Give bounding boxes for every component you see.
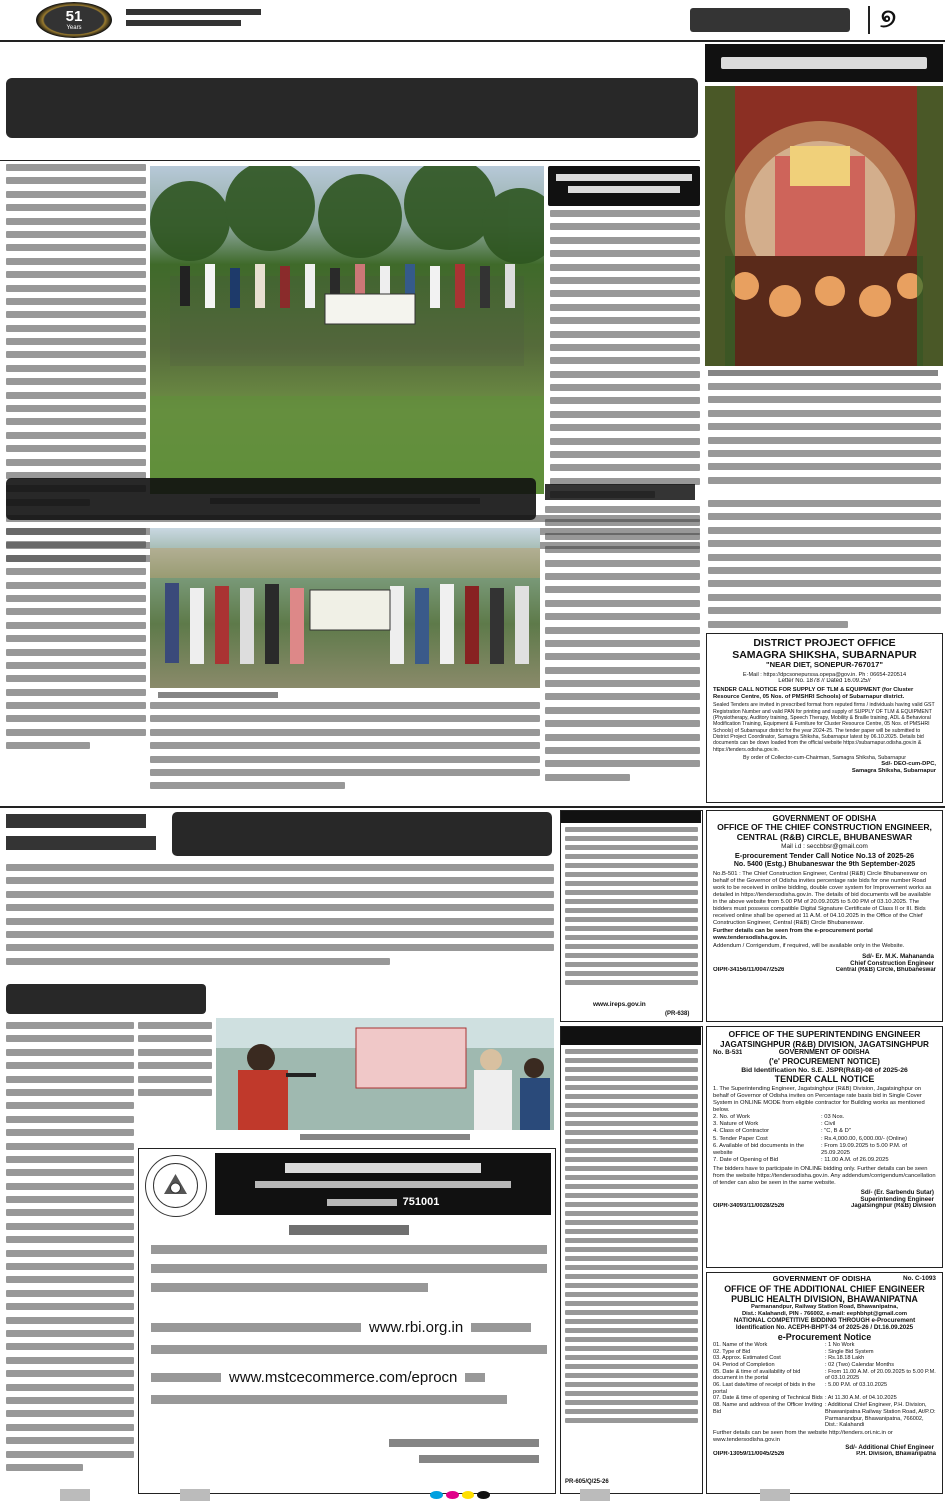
- ad-detail-value: : "C, B & D": [821, 1128, 851, 1135]
- rbi-pincode: 751001: [402, 1196, 440, 1208]
- mstc-portal-link[interactable]: www.mstcecommerce.com/eprocn: [229, 1369, 458, 1386]
- rbi-signatory-placeholder: [389, 1439, 539, 1463]
- ad-address: Dist.: Kalahandi, PIN - 766002, e-mail: eephbhpt@gmail.com: [741, 1310, 908, 1317]
- ad-sign: Superintending Engineer: [860, 1195, 934, 1203]
- ad-ncb: NATIONAL COMPETITIVE BIDDING THROUGH e-Procurement: [733, 1317, 916, 1325]
- registration-marks: [430, 1491, 490, 1499]
- ad-sign: Samagra Shiksha, Subarnapur: [851, 767, 936, 774]
- headline-1-rule: [0, 160, 700, 161]
- ad-title: DISTRICT PROJECT OFFICE: [753, 637, 896, 649]
- stage-speech-scene: [216, 1018, 554, 1130]
- ad-detail-key: 4. Class of Contractor: [713, 1128, 770, 1135]
- headline-1-placeholder: [6, 78, 698, 138]
- story-1-text-right: [550, 210, 700, 510]
- registration-bar: [760, 1489, 790, 1501]
- ad-detail-key: 2. No. of Work: [713, 1113, 750, 1120]
- rbi-seal: [145, 1155, 207, 1217]
- railway-2-text: [565, 1049, 698, 1469]
- ad-number: No. B-531: [713, 1049, 743, 1057]
- ad-detail-row: [713, 1114, 936, 1121]
- ad-detail-key: 03. Approx. Estimated Cost: [713, 1355, 781, 1362]
- ad-detail-row: [713, 1382, 936, 1395]
- ad-oipr: OIPR-13059/11/0045/2526: [713, 1451, 785, 1458]
- ad-addendum: Addendum / Corrigendum, if required, will be available only in the Website.: [713, 943, 905, 950]
- rbi-website-link[interactable]: www.rbi.org.in: [369, 1319, 464, 1336]
- shrine-caption-placeholder: [708, 370, 938, 376]
- vishwakarma-puja-scene: [705, 86, 943, 366]
- ad-sign: P.H. Division, Bhawanipatna: [856, 1451, 936, 1458]
- ad-title: JAGATSINGHPUR (R&B) DIVISION, JAGATSINGHPUR: [720, 1039, 929, 1049]
- ad-notice: E-procurement Tender Call Notice No.13 of 2025-26: [734, 852, 915, 861]
- railway-header-placeholder: [561, 811, 701, 823]
- ad-number: No. C-1093: [902, 1275, 936, 1282]
- rbi-url-line: [151, 1319, 547, 1336]
- ad-further: Further details can be seen from the e-procurement portal www.tendersodisha.gov.in.: [713, 928, 873, 942]
- ad-detail-key: 7. Date of Opening of Bid: [713, 1157, 779, 1164]
- ad-detail-row: [713, 1342, 936, 1349]
- rbi-tender-ad: [138, 1148, 556, 1494]
- ad-detail-row: [713, 1128, 936, 1135]
- ad-detail-row: [713, 1369, 936, 1382]
- ad-detail-key: 01. Name of the Work: [713, 1341, 768, 1348]
- shrine-headline-band: [705, 44, 943, 82]
- ad-mail: Mail i.d : seccbbsr@gmail.com: [781, 842, 868, 850]
- ad-title: OFFICE OF THE ADDITIONAL CHIEF ENGINEER: [724, 1283, 925, 1294]
- ad-detail-key: 04. Period of Completion: [713, 1361, 775, 1368]
- pm-sub-headline-placeholder: [545, 484, 695, 500]
- saraswata-headline-placeholder: [6, 984, 206, 1014]
- ad-tender-heading: TENDER CALL NOTICE: [774, 1074, 875, 1085]
- ad-detail-table: [707, 1342, 942, 1429]
- page-number: ୭: [880, 4, 896, 34]
- rbi-url-line-2: [151, 1369, 547, 1386]
- sonepur-tender-ad: [706, 633, 943, 803]
- story-2-text-left: [6, 528, 146, 768]
- railway-2-footer: PR-605/Q/25-26: [565, 1479, 609, 1485]
- superintending-engineer-tender-ad: [706, 1026, 943, 1268]
- ad-procurement: ('e' PROCUREMENT NOTICE): [769, 1057, 880, 1067]
- rbi-tender-title-placeholder: [289, 1225, 409, 1235]
- ad-detail-value: : 11.00 A.M. of 26.09.2025: [821, 1157, 889, 1164]
- ad-title: OFFICE OF THE SUPERINTENDING ENGINEER: [728, 1030, 921, 1039]
- ad-detail-value: : Rs.18.18 Lakh: [825, 1355, 865, 1362]
- ad-detail-key: 07. Date & time of opening of Technical Bids: [713, 1395, 823, 1402]
- ad-title: SAMAGRA SHIKSHA, SUBARNAPUR: [732, 649, 917, 662]
- story-2-text-bottom: [150, 702, 540, 797]
- ad-detail-row: [713, 1362, 936, 1369]
- history-kicker-placeholder: [6, 814, 156, 852]
- ad-detail-key: 5. Tender Paper Cost: [713, 1135, 768, 1142]
- registration-bar: [60, 1489, 90, 1501]
- ad-letter: Letter No. 1878 // Dated 16.09.25//: [778, 678, 871, 685]
- ad-detail-row: [713, 1355, 936, 1362]
- shrine-story-text-2: [708, 500, 941, 630]
- ad-title: GOVERNMENT OF ODISHA: [778, 1049, 870, 1057]
- ad-detail-key: 08. Name and address of the Officer Inviting Bid: [713, 1402, 823, 1415]
- ad-title: CENTRAL (R&B) CIRCLE, BHUBANESWAR: [736, 833, 913, 843]
- saraswata-photo: [216, 1018, 554, 1130]
- ad-sign: Sd/- (Er. Sarbendu Sutar): [860, 1188, 934, 1196]
- history-headline-placeholder: [172, 812, 552, 856]
- ad-title: OFFICE OF THE CHIEF CONSTRUCTION ENGINEER,: [717, 823, 932, 833]
- ad-detail-key: 3. Nature of Work: [713, 1121, 759, 1128]
- ad-sign: Jagatsinghpur (R&B) Division: [850, 1203, 936, 1210]
- story-2-photo: [150, 528, 540, 688]
- ad-sign: Chief Construction Engineer: [850, 959, 934, 967]
- ad-detail-row: [713, 1402, 936, 1429]
- ad-detail-key: 02. Type of Bid: [713, 1348, 751, 1355]
- ad-detail-value: : Single Bid System: [825, 1348, 874, 1355]
- story-1-photo: [150, 166, 544, 494]
- ad-body: Sealed Tenders are invited in prescribed format from reputed firms / individuals having valid GST Registration Number and valid PAN for printing and supply of SUPPLY OF TLM & EQUIPMENT (Physiotherapy, Auditory training, Speech Therapy, Mobility & Braille training, ADL & Behavioral Modification Training, Equipment & Furniture for Cluster Resource Centre, 05 Nos. of PMSHRI Schools) of Subarnapur district for the year 2024-25. The tender paper will be submitted to District Project Coordinator, Samagra Shiksha, Subarnapur latest by 06.10.2025. Details bid documents can be down loaded from the official website https://subarnapur.odisha.gov.in & https://tenders.odisha.gov.in.: [713, 702, 935, 753]
- history-text: [6, 864, 554, 974]
- ad-heading: e-Procurement Notice: [777, 1331, 872, 1342]
- rbi-body-placeholder: [151, 1245, 547, 1310]
- rbi-header-band: [215, 1153, 551, 1215]
- ad-detail-value: : Rs.4,000.00, 6,000.00/- (Online): [821, 1135, 908, 1142]
- badge-number: 51: [65, 8, 83, 25]
- railway-code: (PR-638): [665, 1011, 690, 1017]
- ad-detail-row: [713, 1136, 936, 1143]
- ad-detail-value: : At 11.30 A.M. of 04.10.2025: [825, 1395, 897, 1402]
- railway-text: [565, 827, 698, 997]
- ad-detail-row: [713, 1121, 936, 1128]
- ad-detail-key: 05. Date & time of availability of bid document in the portal: [713, 1368, 801, 1382]
- ad-detail-value: : 5.00 P.M. of 03.10.2025: [825, 1382, 888, 1389]
- ad-detail-value: : 03 Nos.: [821, 1113, 845, 1120]
- ad-sign: Sd/- DEO-cum-DPC,: [881, 761, 936, 768]
- ad-body: No.B-501 : The Chief Construction Engineer, Central (R&B) Circle Bhubaneswar on behalf of the Governor of Odisha invites percentage rate bids for one number Road work to be received in online bidding, double cover system for Improvement works as detailed in https://tendersodisha.gov.in. The details of bid documents will be available in the above website from 5.00 PM of 20.09.2025 to 5.00 PM of 03.10.2025. The bidders must possess compatible Digital Signature Certificate of Class II or III. Bids received online shall be opened at 11 A.M. of 04.10.2025 in the Office of the Chief Construction Engineer, Central (R&B) Circle Bhubaneswar.: [713, 870, 932, 927]
- ad-identification: Identification No. ACEPH-BHPT-34 of 2025-26 / Dt.16.09.2025: [735, 1324, 914, 1332]
- banner: [310, 590, 390, 630]
- anniversary-badge: [36, 2, 112, 38]
- ad-detail-value: : 02 (Two) Calendar Months: [825, 1361, 895, 1368]
- ad-further: Further details can be seen from the website http://tenders.ori.nic.in or www.tendersodisha.gov.in: [713, 1429, 893, 1444]
- tree-planting-scene: [150, 166, 544, 494]
- sub-headline-block: [548, 166, 700, 206]
- ad-sign: Sd/- Additional Chief Engineer: [845, 1444, 934, 1452]
- section-name-placeholder: [690, 8, 850, 32]
- bhawanipatna-tender-ad: [706, 1272, 943, 1494]
- ad-number: No. 5400 (Estg.) Bhubaneswar the 9th September-2025: [733, 860, 916, 868]
- ad-detail-table: [707, 1114, 942, 1165]
- ad-detail-row: [713, 1349, 936, 1356]
- railway-tender-ad-2: [560, 1026, 703, 1494]
- ad-sign: Central (R&B) Circle, Bhubaneswar: [835, 966, 936, 973]
- masthead-divider: [868, 6, 870, 34]
- ad-detail-value: : Additional Chief Engineer, P.H. Division, Bhawanipatna Railway Station Road, At/P.O: Parmanandpur, Bhawanipatna, 766002, Dist.: Kalahandi: [825, 1402, 936, 1429]
- ad-oipr: OIPR-34156/11/0047/2526: [713, 966, 785, 973]
- saraswata-caption-placeholder: [300, 1134, 470, 1140]
- ad-detail-value: : 1 No Work: [825, 1341, 855, 1348]
- ad-detail-row: [713, 1157, 936, 1164]
- ad-heading: TENDER CALL NOTICE FOR SUPPLY OF TLM & EQUIPMENT (for Cluster Resource Centre, 05 Nos. of PMSHRI Schools) of Subarnapur district.: [713, 687, 914, 701]
- ad-paragraph: 1. The Superintending Engineer, Jagatsinghpur (R&B) Division, Jagatsinghpur on behalf of Governor of Odisha invites on Percentage rate basis bid in Single Cover System in ONLINE MODE from eligible contractor for Building works as mentioned below.: [713, 1085, 925, 1113]
- railway-2-header-placeholder: [561, 1027, 701, 1045]
- railway-url[interactable]: www.ireps.gov.in: [593, 1001, 646, 1008]
- rbi-body-placeholder-3: [151, 1395, 547, 1404]
- ad-detail-row: [713, 1143, 936, 1157]
- rbi-emblem-icon: [146, 1156, 205, 1215]
- ad-order: By order of Collector-cum-Chairman, Samagra Shiksha, Subarnapur: [743, 755, 906, 762]
- ad-detail-row: [713, 1395, 936, 1402]
- stage-banner: [356, 1028, 466, 1088]
- ad-detail-value: : Civil: [821, 1121, 836, 1128]
- dateline-placeholder: [126, 9, 266, 26]
- railway-tender-ad: [560, 810, 703, 1022]
- chief-engineer-tender-ad: [706, 810, 943, 1022]
- ad-detail-key: 6. Available of bid documents in the website: [713, 1142, 805, 1157]
- saraswata-text-mid: [138, 1022, 212, 1112]
- headline-2-placeholder: [6, 478, 536, 520]
- pm-story-text: [545, 506, 700, 796]
- registration-bar: [180, 1489, 210, 1501]
- shrine-photo: [705, 86, 943, 366]
- ad-title: PUBLIC HEALTH DIVISION, BHAWANIPATNA: [731, 1293, 918, 1304]
- registration-bar: [580, 1489, 610, 1501]
- shrine-story-text: [708, 383, 941, 498]
- ad-contact: E-Mail : https://dpcsonepurssa.opepa@gov.in. Ph : 06654-220514: [742, 671, 907, 678]
- ad-detail-value: : From 19.09.2025 to 5.00 P.M. of 25.09.2025: [821, 1142, 907, 1157]
- masthead: [0, 0, 945, 40]
- ad-oipr: OIPR-34093/11/0028/2526: [713, 1203, 785, 1210]
- ad-sign: Sd/- Er. M.K. Mahananda: [862, 952, 934, 960]
- story-1-text-left: [6, 164, 146, 514]
- badge-sub: Years: [66, 25, 82, 31]
- ad-paragraph: The bidders have to participate in ONLINE bidding only. Further details can be seen from the website https://tendersodisha.gov.in. Any addendum/corrigendum/cancellation of tender can also be seen in the same website.: [713, 1165, 936, 1186]
- group-plantation-scene: [150, 528, 540, 688]
- ad-detail-key: 06. Last date/time of receipt of bids in the portal: [713, 1382, 816, 1395]
- banner: [325, 294, 415, 324]
- ad-address: Parmanandpur, Railway Station Road, Bhawanipatna,: [751, 1303, 898, 1310]
- ad-title: GOVERNMENT OF ODISHA: [772, 814, 877, 823]
- masthead-rule: [0, 40, 945, 42]
- story-2-caption-placeholder: [158, 692, 278, 698]
- mid-page-rule: [0, 806, 945, 808]
- saraswata-text-left: [6, 1022, 134, 1492]
- ad-bid-id: Bid Identification No. S.E. JSPR(R&B)-08 of 2025-26: [741, 1066, 908, 1074]
- ad-detail-value: : From 11.00 A.M. of 20.09.2025 to 5.00 P.M. of 03.10.2025: [825, 1368, 936, 1382]
- rbi-body-placeholder-2: [151, 1345, 547, 1354]
- ad-subtitle: "NEAR DIET, SONEPUR-767017": [766, 661, 883, 670]
- ad-title: GOVERNMENT OF ODISHA: [772, 1275, 872, 1283]
